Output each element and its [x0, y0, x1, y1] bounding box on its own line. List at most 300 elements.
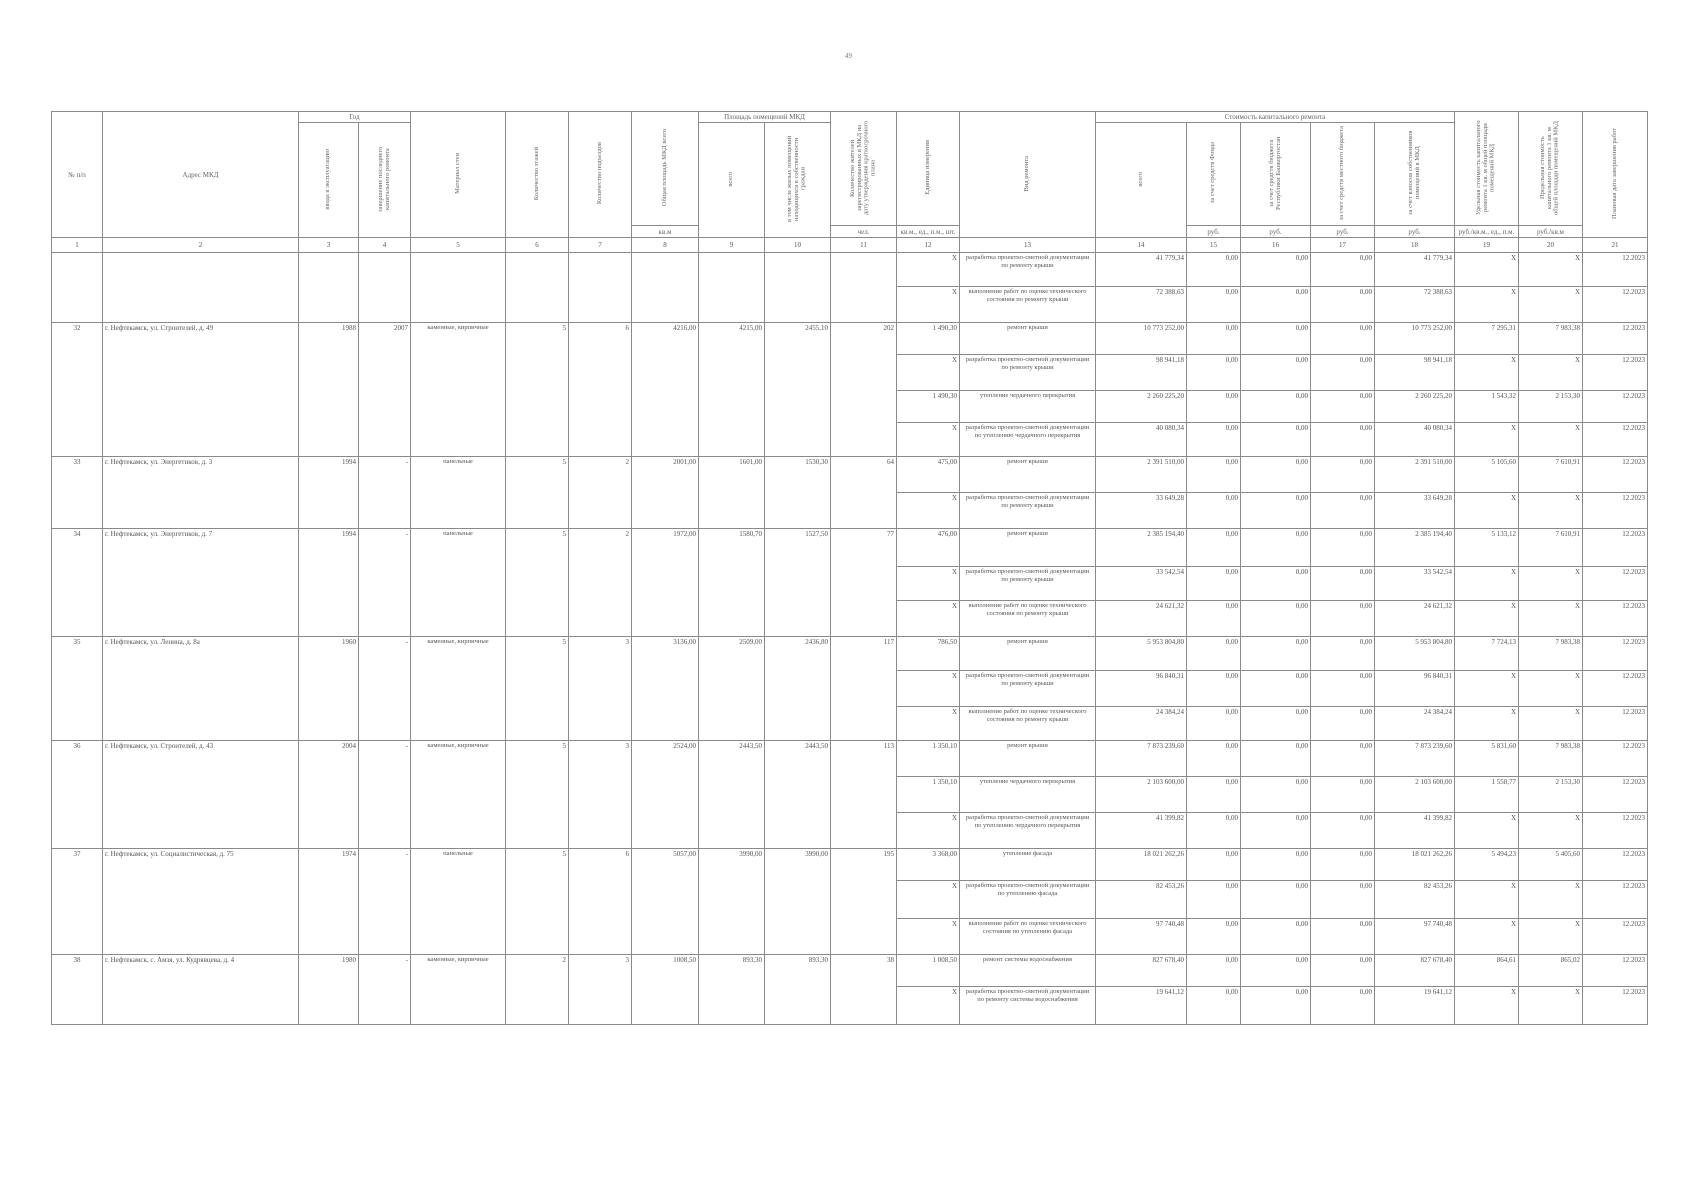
cost-fund: 0,00 [1187, 637, 1241, 671]
premises-total: 1580,70 [699, 529, 765, 637]
floor-count: 5 [506, 323, 569, 457]
premises-residential: 1527,50 [765, 529, 831, 637]
work-unit: X [897, 567, 960, 601]
unit-limit-cost: руб./кв.м [1519, 226, 1583, 238]
limit-cost: X [1519, 601, 1583, 637]
work-unit: 475,00 [897, 457, 960, 493]
column-number: 1 [52, 238, 103, 253]
planned-date: 12.2023 [1583, 987, 1648, 1025]
header-cost-local: за счет средств местного бюджета [1311, 123, 1375, 226]
column-number: 18 [1375, 238, 1455, 253]
residents-count [831, 253, 897, 323]
planned-date: 12.2023 [1583, 707, 1648, 741]
cost-republic: 0,00 [1241, 423, 1311, 457]
header-premises-residential: в том числе жилых помещений находящихся в собственности граждан [765, 123, 831, 238]
work-unit: 476,00 [897, 529, 960, 567]
unit-cost: X [1455, 707, 1519, 741]
cost-republic: 0,00 [1241, 987, 1311, 1025]
cost-owners: 827 678,40 [1375, 955, 1455, 987]
unit-cost: 5 133,12 [1455, 529, 1519, 567]
cost-owners: 2 391 510,00 [1375, 457, 1455, 493]
total-area [632, 253, 699, 323]
planned-date: 12.2023 [1583, 881, 1648, 919]
work-unit: X [897, 919, 960, 955]
row-number: 35 [52, 637, 103, 741]
limit-cost: X [1519, 355, 1583, 391]
cost-local: 0,00 [1311, 919, 1375, 955]
table-row [52, 457, 1648, 493]
cost-republic: 0,00 [1241, 777, 1311, 813]
premises-residential: 2455,10 [765, 323, 831, 457]
work-type: разработка проектно-сметной документации по ремонту крыши [960, 493, 1096, 529]
cost-fund: 0,00 [1187, 919, 1241, 955]
cost-local: 0,00 [1311, 323, 1375, 355]
residents-count: 77 [831, 529, 897, 637]
header-total-area: Общая площадь МКД всего [632, 112, 699, 226]
limit-cost: 5 405,60 [1519, 849, 1583, 881]
work-unit: X [897, 987, 960, 1025]
planned-date: 12.2023 [1583, 637, 1648, 671]
cost-fund: 0,00 [1187, 881, 1241, 919]
limit-cost: X [1519, 813, 1583, 849]
cost-total: 2 103 600,00 [1096, 777, 1187, 813]
work-type: разработка проектно-сметной документации по утеплению фасада [960, 881, 1096, 919]
work-unit: 1 350,10 [897, 777, 960, 813]
unit-cost: X [1455, 567, 1519, 601]
table-header [52, 112, 1648, 238]
house-address: г. Нефтекамск, ул. Ленина, д. 8а [103, 637, 299, 741]
unit-cost: X [1455, 671, 1519, 707]
unit-unit-cost: руб./кв.м., ед., п.м. [1455, 226, 1519, 238]
header-no: № п/п [52, 112, 103, 238]
work-unit: X [897, 355, 960, 391]
cost-fund: 0,00 [1187, 987, 1241, 1025]
planned-date: 12.2023 [1583, 529, 1648, 567]
wall-material: панельные [411, 457, 506, 529]
floor-count: 5 [506, 849, 569, 955]
year-commissioning: 2004 [299, 741, 359, 849]
limit-cost: 7 610,91 [1519, 529, 1583, 567]
premises-total: 1601,00 [699, 457, 765, 529]
year-commissioning [299, 253, 359, 323]
premises-total: 893,30 [699, 955, 765, 1025]
residents-count: 113 [831, 741, 897, 849]
header-entrances: Количество подъездов [569, 112, 632, 238]
residents-count: 195 [831, 849, 897, 955]
limit-cost: 865,02 [1519, 955, 1583, 987]
unit-cost: 5 831,60 [1455, 741, 1519, 777]
cost-fund: 0,00 [1187, 423, 1241, 457]
header-residents: Количество жителей зарегистрированных в МКД на дату утверждения краткосрочного плана [831, 112, 897, 226]
total-area: 3136,00 [632, 637, 699, 741]
cost-local: 0,00 [1311, 457, 1375, 493]
unit-cost: X [1455, 881, 1519, 919]
premises-total [699, 253, 765, 323]
header-cost: Стоимость капитального ремонта [1096, 112, 1455, 123]
cost-total: 33 649,28 [1096, 493, 1187, 529]
unit-cost: X [1455, 601, 1519, 637]
year-last-repair [359, 253, 411, 323]
header-limit-cost: Предельная стоимость капитального ремонта 1 кв. м общей площади помещений МКД [1519, 112, 1583, 226]
cost-republic: 0,00 [1241, 707, 1311, 741]
work-type: утепление фасада [960, 849, 1096, 881]
total-area: 5057,00 [632, 849, 699, 955]
house-address: г. Нефтекамск, ул. Социалистическая, д. 75 [103, 849, 299, 955]
cost-local: 0,00 [1311, 637, 1375, 671]
wall-material: каменные, кирпичные [411, 955, 506, 1025]
cost-owners: 72 388,63 [1375, 287, 1455, 323]
cost-local: 0,00 [1311, 355, 1375, 391]
cost-republic: 0,00 [1241, 637, 1311, 671]
cost-owners: 2 260 225,20 [1375, 391, 1455, 423]
cost-total: 827 678,40 [1096, 955, 1187, 987]
floor-count [506, 253, 569, 323]
limit-cost: X [1519, 881, 1583, 919]
cost-republic: 0,00 [1241, 813, 1311, 849]
entrance-count: 6 [569, 323, 632, 457]
table-row [52, 529, 1648, 567]
cost-owners: 96 840,31 [1375, 671, 1455, 707]
unit-cost: X [1455, 287, 1519, 323]
work-type: выполнение работ по оценке технического состояния по ремонту крыши [960, 707, 1096, 741]
wall-material: каменные, кирпичные [411, 637, 506, 741]
cost-total: 2 385 194,40 [1096, 529, 1187, 567]
work-unit: 786,50 [897, 637, 960, 671]
work-unit: X [897, 601, 960, 637]
unit-fund: руб. [1187, 226, 1241, 238]
cost-fund: 0,00 [1187, 457, 1241, 493]
limit-cost: X [1519, 423, 1583, 457]
work-type: разработка проектно-сметной документации по утеплению чердачного перекрытия [960, 423, 1096, 457]
table-row [52, 323, 1648, 355]
unit-measure: кв.м., ед., п.м., шт. [897, 226, 960, 238]
unit-cost: 5 494,23 [1455, 849, 1519, 881]
row-number: 32 [52, 323, 103, 457]
work-type: разработка проектно-сметной документации по ремонту крыши [960, 671, 1096, 707]
cost-owners: 7 873 239,60 [1375, 741, 1455, 777]
premises-residential: 3990,00 [765, 849, 831, 955]
unit-cost: X [1455, 355, 1519, 391]
year-last-repair: 2007 [359, 323, 411, 457]
year-commissioning: 1974 [299, 849, 359, 955]
year-commissioning: 1960 [299, 637, 359, 741]
cost-fund: 0,00 [1187, 601, 1241, 637]
work-unit: 1 490,30 [897, 391, 960, 423]
total-area: 1008,50 [632, 955, 699, 1025]
cost-local: 0,00 [1311, 493, 1375, 529]
entrance-count: 6 [569, 849, 632, 955]
house-address [103, 253, 299, 323]
work-unit: X [897, 287, 960, 323]
cost-owners: 24 384,24 [1375, 707, 1455, 741]
header-unit-cost: Удельная стоимость капитального ремонта 1 кв. м общей площади помещений МКД [1455, 112, 1519, 226]
premises-total: 2443,50 [699, 741, 765, 849]
unit-area: кв.м [632, 226, 699, 238]
work-type: разработка проектно-сметной документации по утеплению чердачного перекрытия [960, 813, 1096, 849]
planned-date: 12.2023 [1583, 671, 1648, 707]
work-unit: X [897, 707, 960, 741]
header-work-type: Вид ремонта [960, 112, 1096, 238]
limit-cost: 7 610,91 [1519, 457, 1583, 493]
cost-republic: 0,00 [1241, 323, 1311, 355]
column-number: 2 [103, 238, 299, 253]
premises-total: 2509,00 [699, 637, 765, 741]
work-unit: X [897, 813, 960, 849]
header-address: Адрес МКД [103, 112, 299, 238]
total-area: 2001,00 [632, 457, 699, 529]
premises-total: 3990,00 [699, 849, 765, 955]
cost-local: 0,00 [1311, 987, 1375, 1025]
planned-date: 12.2023 [1583, 601, 1648, 637]
work-unit: 1 490,30 [897, 323, 960, 355]
cost-local: 0,00 [1311, 671, 1375, 707]
year-last-repair: - [359, 637, 411, 741]
cost-total: 72 388,63 [1096, 287, 1187, 323]
header-unit: Единица измерения [897, 112, 960, 226]
cost-owners: 5 953 804,80 [1375, 637, 1455, 671]
cost-fund: 0,00 [1187, 323, 1241, 355]
unit-cost: 1 558,77 [1455, 777, 1519, 813]
unit-residents: чел. [831, 226, 897, 238]
cost-owners: 19 641,12 [1375, 987, 1455, 1025]
cost-owners: 2 385 194,40 [1375, 529, 1455, 567]
floor-count: 5 [506, 637, 569, 741]
cost-fund: 0,00 [1187, 671, 1241, 707]
cost-fund: 0,00 [1187, 777, 1241, 813]
cost-local: 0,00 [1311, 881, 1375, 919]
header-year-commissioning: ввода в эксплуатацию [299, 123, 359, 238]
cost-fund: 0,00 [1187, 529, 1241, 567]
entrance-count [569, 253, 632, 323]
cost-local: 0,00 [1311, 423, 1375, 457]
unit-cost: X [1455, 423, 1519, 457]
table-row [52, 637, 1648, 671]
cost-total: 40 080,34 [1096, 423, 1187, 457]
header-cost-fund: за счет средств Фонда [1187, 123, 1241, 226]
cost-total: 2 391 510,00 [1096, 457, 1187, 493]
cost-total: 19 641,12 [1096, 987, 1187, 1025]
table-row [52, 253, 1648, 287]
wall-material: каменные, кирпичные [411, 323, 506, 457]
year-last-repair: - [359, 741, 411, 849]
unit-republic: руб. [1241, 226, 1311, 238]
cost-local: 0,00 [1311, 849, 1375, 881]
cost-total: 7 873 239,60 [1096, 741, 1187, 777]
cost-republic: 0,00 [1241, 567, 1311, 601]
work-type: разработка проектно-сметной документации по ремонту крыши [960, 567, 1096, 601]
cost-owners: 33 649,28 [1375, 493, 1455, 529]
work-type: утепление чердачного перекрытия [960, 391, 1096, 423]
work-type: ремонт крыши [960, 323, 1096, 355]
planned-date: 12.2023 [1583, 567, 1648, 601]
work-unit: 3 368,00 [897, 849, 960, 881]
cost-local: 0,00 [1311, 567, 1375, 601]
cost-local: 0,00 [1311, 813, 1375, 849]
unit-cost: 864,61 [1455, 955, 1519, 987]
column-numbers [52, 238, 1648, 253]
entrance-count: 3 [569, 741, 632, 849]
cost-total: 24 621,32 [1096, 601, 1187, 637]
residents-count: 202 [831, 323, 897, 457]
floor-count: 5 [506, 457, 569, 529]
unit-cost: X [1455, 813, 1519, 849]
cost-republic: 0,00 [1241, 881, 1311, 919]
row-number: 37 [52, 849, 103, 955]
cost-republic: 0,00 [1241, 849, 1311, 881]
cost-local: 0,00 [1311, 707, 1375, 741]
residents-count: 117 [831, 637, 897, 741]
unit-cost: 5 105,60 [1455, 457, 1519, 493]
header-walls: Материал стен [411, 112, 506, 238]
house-address: г. Нефтекамск, ул. Строителей, д. 49 [103, 323, 299, 457]
cost-total: 10 773 252,00 [1096, 323, 1187, 355]
header-cost-republic: за счет средств бюджета Республики Башкортостан [1241, 123, 1311, 226]
year-commissioning: 1994 [299, 529, 359, 637]
column-number: 16 [1241, 238, 1311, 253]
cost-total: 41 399,82 [1096, 813, 1187, 849]
cost-owners: 10 773 252,00 [1375, 323, 1455, 355]
cost-local: 0,00 [1311, 253, 1375, 287]
year-commissioning: 1994 [299, 457, 359, 529]
premises-total: 4215,00 [699, 323, 765, 457]
wall-material: панельные [411, 529, 506, 637]
year-last-repair: - [359, 457, 411, 529]
planned-date: 12.2023 [1583, 323, 1648, 355]
header-year: Год [299, 112, 411, 123]
premises-residential: 1530,30 [765, 457, 831, 529]
cost-total: 2 260 225,20 [1096, 391, 1187, 423]
work-type: ремонт системы водоснабжения [960, 955, 1096, 987]
limit-cost: X [1519, 493, 1583, 529]
cost-republic: 0,00 [1241, 391, 1311, 423]
cost-local: 0,00 [1311, 741, 1375, 777]
floor-count: 5 [506, 529, 569, 637]
cost-owners: 98 941,18 [1375, 355, 1455, 391]
cost-owners: 41 779,34 [1375, 253, 1455, 287]
cost-republic: 0,00 [1241, 741, 1311, 777]
row-number: 34 [52, 529, 103, 637]
premises-residential: 2436,80 [765, 637, 831, 741]
row-number: 38 [52, 955, 103, 1025]
cost-local: 0,00 [1311, 529, 1375, 567]
house-address: г. Нефтекамск, с. Амзя, ул. Кудрявцева, д. 4 [103, 955, 299, 1025]
cost-owners: 24 621,32 [1375, 601, 1455, 637]
table-row [52, 849, 1648, 881]
planned-date: 12.2023 [1583, 423, 1648, 457]
column-number: 4 [359, 238, 411, 253]
work-type: ремонт крыши [960, 457, 1096, 493]
year-last-repair: - [359, 529, 411, 637]
limit-cost: X [1519, 253, 1583, 287]
work-type: ремонт крыши [960, 637, 1096, 671]
wall-material [411, 253, 506, 323]
cost-owners: 2 103 600,00 [1375, 777, 1455, 813]
cost-fund: 0,00 [1187, 813, 1241, 849]
year-last-repair: - [359, 955, 411, 1025]
cost-republic: 0,00 [1241, 919, 1311, 955]
column-number-row [52, 238, 1648, 253]
table-row [52, 955, 1648, 987]
residents-count: 38 [831, 955, 897, 1025]
planned-date: 12.2023 [1583, 777, 1648, 813]
limit-cost: 2 153,30 [1519, 777, 1583, 813]
work-unit: X [897, 881, 960, 919]
cost-fund: 0,00 [1187, 741, 1241, 777]
column-number: 14 [1096, 238, 1187, 253]
limit-cost: 2 153,30 [1519, 391, 1583, 423]
cost-local: 0,00 [1311, 287, 1375, 323]
cost-owners: 18 021 262,26 [1375, 849, 1455, 881]
cost-local: 0,00 [1311, 601, 1375, 637]
work-type: разработка проектно-сметной документации по ремонту крыши [960, 355, 1096, 391]
cost-total: 5 953 804,80 [1096, 637, 1187, 671]
column-number: 12 [897, 238, 960, 253]
cost-republic: 0,00 [1241, 529, 1311, 567]
row-number: 36 [52, 741, 103, 849]
total-area: 4216,00 [632, 323, 699, 457]
house-address: г. Нефтекамск, ул. Энергетиков, д. 7 [103, 529, 299, 637]
year-commissioning: 1988 [299, 323, 359, 457]
planned-date: 12.2023 [1583, 457, 1648, 493]
planned-date: 12.2023 [1583, 253, 1648, 287]
premises-residential [765, 253, 831, 323]
entrance-count: 2 [569, 457, 632, 529]
cost-owners: 41 399,82 [1375, 813, 1455, 849]
cost-owners: 97 740,48 [1375, 919, 1455, 955]
cost-total: 18 021 262,26 [1096, 849, 1187, 881]
premises-residential: 893,30 [765, 955, 831, 1025]
cost-owners: 33 542,54 [1375, 567, 1455, 601]
column-number: 21 [1583, 238, 1648, 253]
entrance-count: 3 [569, 637, 632, 741]
column-number: 6 [506, 238, 569, 253]
cost-local: 0,00 [1311, 391, 1375, 423]
limit-cost: X [1519, 567, 1583, 601]
work-type: ремонт крыши [960, 741, 1096, 777]
year-last-repair: - [359, 849, 411, 955]
cost-owners: 40 080,34 [1375, 423, 1455, 457]
planned-date: 12.2023 [1583, 849, 1648, 881]
unit-cost: 7 724,13 [1455, 637, 1519, 671]
row-number: 33 [52, 457, 103, 529]
cost-republic: 0,00 [1241, 355, 1311, 391]
work-unit: 1 008,50 [897, 955, 960, 987]
cost-republic: 0,00 [1241, 601, 1311, 637]
unit-cost: X [1455, 493, 1519, 529]
table-row [52, 741, 1648, 777]
limit-cost: X [1519, 987, 1583, 1025]
total-area: 1972,00 [632, 529, 699, 637]
header-premises-total: всего [699, 123, 765, 238]
cost-total: 98 941,18 [1096, 355, 1187, 391]
unit-cost: 7 295,31 [1455, 323, 1519, 355]
column-number: 7 [569, 238, 632, 253]
work-unit: X [897, 671, 960, 707]
unit-local: руб. [1311, 226, 1375, 238]
cost-republic: 0,00 [1241, 253, 1311, 287]
column-number: 5 [411, 238, 506, 253]
unit-cost: X [1455, 987, 1519, 1025]
column-number: 13 [960, 238, 1096, 253]
column-number: 11 [831, 238, 897, 253]
limit-cost: 7 983,38 [1519, 637, 1583, 671]
cost-fund: 0,00 [1187, 355, 1241, 391]
work-type: выполнение работ по оценке технического состояния по ремонту крыши [960, 287, 1096, 323]
premises-residential: 2443,50 [765, 741, 831, 849]
work-unit: 1 350,10 [897, 741, 960, 777]
unit-cost: X [1455, 919, 1519, 955]
header-cost-owners: за счет взносов собственников помещений в МКД [1375, 123, 1455, 226]
